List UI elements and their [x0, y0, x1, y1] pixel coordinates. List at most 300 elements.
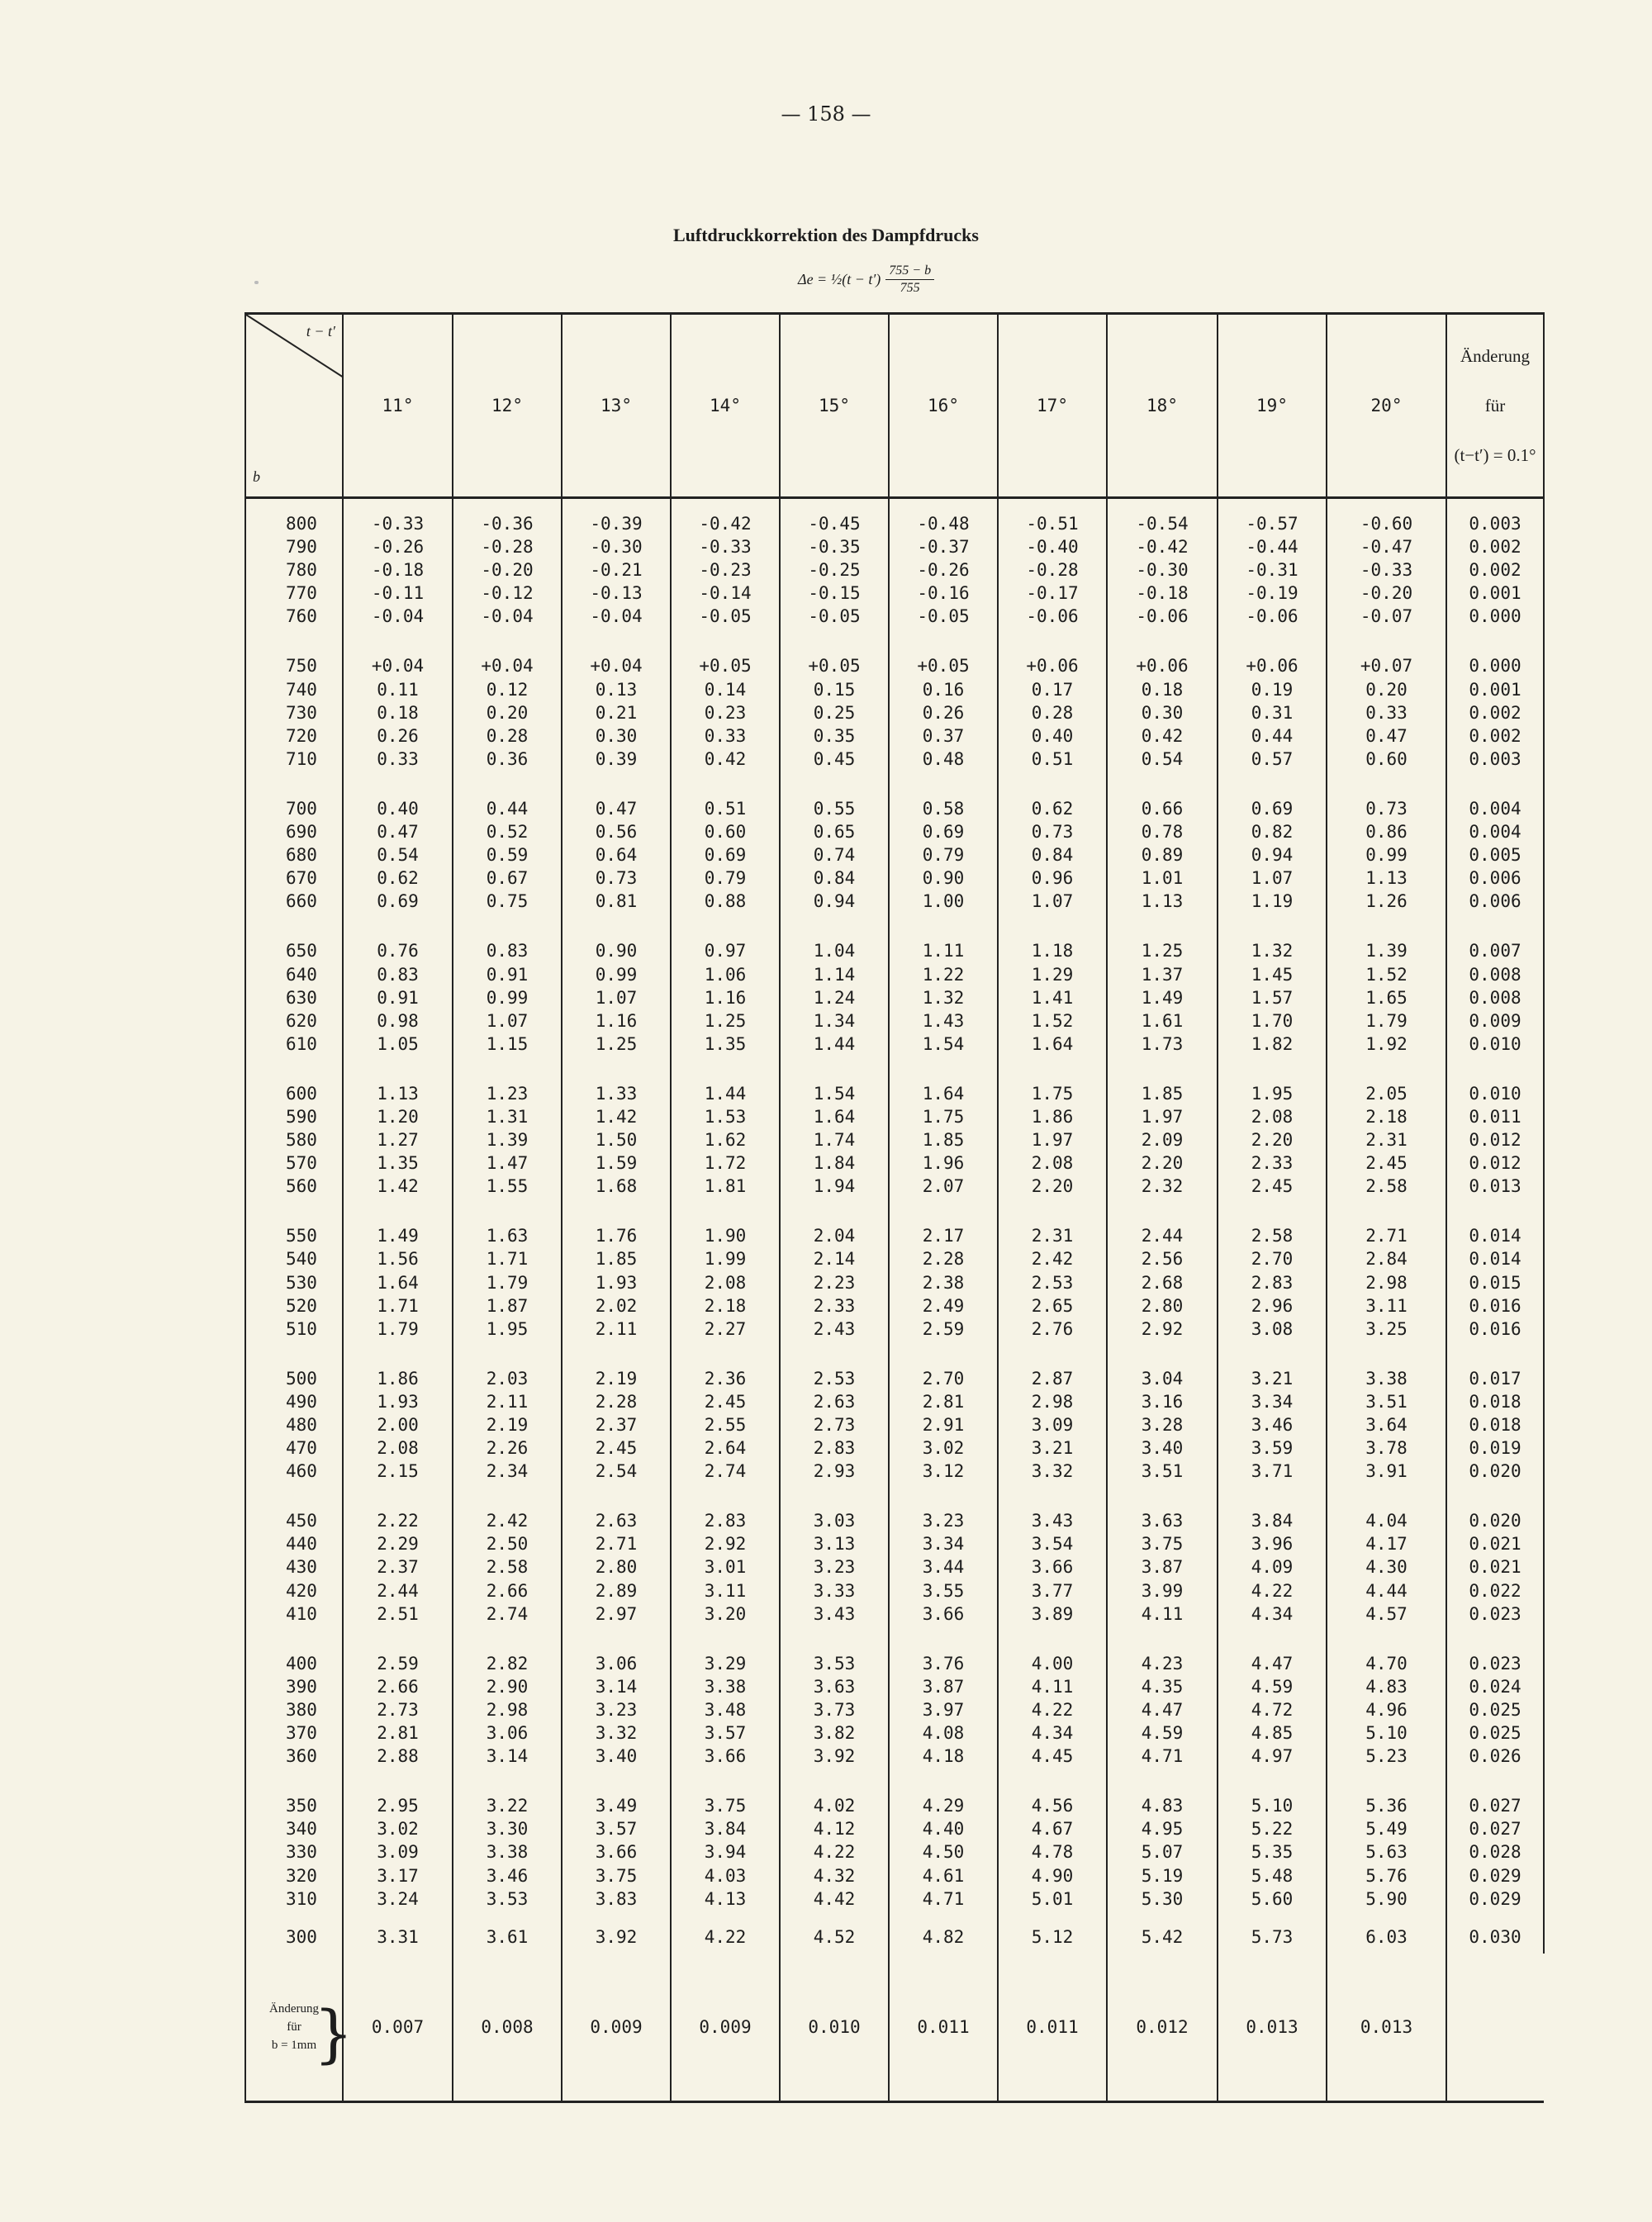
table-value: 2.54: [595, 1461, 638, 1482]
table-value: 1.64: [922, 1083, 965, 1104]
table-value: 1.44: [813, 1033, 856, 1054]
value-cell: [343, 926, 453, 1068]
table-value: 1.39: [1365, 941, 1408, 961]
table-value: 4.50: [922, 1842, 965, 1863]
table-value: 1.85: [595, 1249, 638, 1270]
value-cell: [998, 926, 1107, 1068]
table-value: -0.23: [699, 560, 752, 581]
b-cell: [245, 1211, 343, 1353]
table-value: 2.59: [922, 1318, 965, 1339]
table-value: 0.69: [704, 845, 747, 866]
value-cell: [1218, 1496, 1327, 1638]
table-value: 4.11: [1141, 1603, 1184, 1624]
table-value: 0.028: [1469, 1842, 1521, 1863]
value-cell: [889, 1069, 998, 1211]
b-value: 630: [286, 987, 317, 1008]
table-value: 2.92: [1141, 1318, 1184, 1339]
table-value: 0.98: [377, 1010, 419, 1031]
table-value: -0.26: [371, 537, 425, 558]
table-value: -0.04: [590, 606, 643, 627]
b-value: 720: [286, 725, 317, 746]
table-value: -0.35: [808, 537, 861, 558]
table-value: 1.76: [595, 1226, 638, 1246]
table-value: 3.03: [813, 1511, 856, 1531]
table-value: 3.46: [486, 1865, 529, 1886]
value-cell: [889, 1496, 998, 1638]
table-value: 1.95: [486, 1318, 529, 1339]
table-value: 3.96: [1251, 1534, 1294, 1555]
table-value: 4.17: [1365, 1534, 1408, 1555]
b-cell: [245, 641, 343, 783]
table-value: 1.59: [595, 1153, 638, 1174]
table-value: -0.36: [481, 514, 534, 534]
footer-row: [245, 1954, 1544, 2102]
table-value: 0.51: [1031, 748, 1074, 769]
value-cell: [1327, 1496, 1446, 1638]
table-value: 3.38: [486, 1842, 529, 1863]
value-cell: [1107, 1069, 1218, 1211]
table-value: 1.71: [486, 1249, 529, 1270]
table-value: 0.33: [1365, 702, 1408, 723]
table-value: 3.06: [595, 1653, 638, 1674]
table-value: 3.13: [813, 1534, 856, 1555]
table-value: 1.31: [486, 1106, 529, 1127]
value-cell: [780, 784, 889, 926]
table-value: 0.28: [1031, 702, 1074, 723]
table-value: 1.82: [1251, 1033, 1294, 1054]
table-value: 0.35: [813, 725, 856, 746]
table-value: 4.32: [813, 1865, 856, 1886]
value-cell: [453, 1781, 562, 1920]
table-value: 1.92: [1365, 1033, 1408, 1054]
table-value: 3.51: [1141, 1461, 1184, 1482]
table-value: 4.78: [1031, 1842, 1074, 1863]
table-value: 3.71: [1251, 1461, 1294, 1482]
value-cell: [671, 1354, 780, 1496]
value-cell: [1327, 498, 1446, 642]
table-value: 3.34: [1251, 1391, 1294, 1412]
table-value: 3.63: [1141, 1511, 1184, 1531]
table-value: 3.87: [1141, 1557, 1184, 1578]
value-cell: [780, 1069, 889, 1211]
b-value: 530: [286, 1272, 317, 1293]
table-value: 2.07: [922, 1176, 965, 1197]
table-value: 0.30: [595, 725, 638, 746]
table-value: 4.45: [1031, 1746, 1074, 1767]
table-value: 4.72: [1251, 1699, 1294, 1720]
value-cell: [1218, 926, 1327, 1068]
table-value: 2.81: [377, 1723, 419, 1744]
table-value: 1.79: [1365, 1010, 1408, 1031]
row-group: [245, 1639, 1544, 1781]
value-cell: [343, 641, 453, 783]
row-group: [245, 1496, 1544, 1638]
table-value: 2.22: [377, 1511, 419, 1531]
table-value: 4.30: [1365, 1557, 1408, 1578]
table-value: 2.51: [377, 1603, 419, 1624]
table-value: 3.76: [922, 1653, 965, 1674]
table-value: -0.45: [808, 514, 861, 534]
table-value: 3.09: [1031, 1415, 1074, 1435]
table-value: -0.33: [1360, 560, 1413, 581]
value-cell: [1107, 1639, 1218, 1781]
table-value: 0.025: [1469, 1723, 1521, 1744]
table-value: 0.016: [1469, 1295, 1521, 1316]
table-value: -0.28: [1026, 560, 1079, 581]
table-value: 0.84: [1031, 845, 1074, 866]
table-value: 3.40: [595, 1746, 638, 1767]
value-cell: [343, 1921, 453, 1954]
b-value: 750: [286, 656, 317, 677]
table-value: 4.00: [1031, 1653, 1074, 1674]
table-body: [245, 498, 1544, 1954]
table-value: 2.74: [486, 1603, 529, 1624]
table-value: 2.80: [595, 1557, 638, 1578]
table-value: 2.56: [1141, 1249, 1184, 1270]
table-value: 3.30: [486, 1819, 529, 1840]
b-value: 510: [286, 1318, 317, 1339]
value-cell: [780, 926, 889, 1068]
table-value: 1.86: [377, 1368, 419, 1389]
table-value: 2.98: [486, 1699, 529, 1720]
table-value: 2.15: [377, 1461, 419, 1482]
table-value: 3.11: [704, 1580, 747, 1601]
table-value: 1.70: [1251, 1010, 1294, 1031]
table-value: 1.86: [1031, 1106, 1074, 1127]
value-cell: [671, 641, 780, 783]
value-cell: [562, 1354, 671, 1496]
table-value: 3.09: [377, 1842, 419, 1863]
value-cell: [780, 1354, 889, 1496]
table-value: 3.43: [813, 1603, 856, 1624]
table-value: 4.71: [1141, 1746, 1184, 1767]
table-value: 3.94: [704, 1842, 747, 1863]
table-value: +0.04: [481, 656, 534, 677]
change-cell: [1446, 1211, 1544, 1353]
table-value: 0.57: [1251, 748, 1294, 769]
table-value: 4.85: [1251, 1723, 1294, 1744]
table-value: 1.71: [377, 1295, 419, 1316]
value-cell: [1107, 1354, 1218, 1496]
table-value: 0.94: [813, 891, 856, 912]
table-value: 0.44: [486, 798, 529, 819]
col-header: 16°: [889, 314, 998, 498]
table-value: 0.33: [377, 748, 419, 769]
value-cell: [889, 1211, 998, 1353]
value-cell: [1218, 1354, 1327, 1496]
change-header-line: für: [1484, 396, 1506, 415]
b-value: 320: [286, 1865, 317, 1886]
table-value: 0.90: [922, 868, 965, 889]
b-value: 480: [286, 1415, 317, 1435]
table-value: 0.010: [1469, 1033, 1521, 1054]
table-value: 4.40: [922, 1819, 965, 1840]
b-value: 680: [286, 845, 317, 866]
table-value: 0.40: [1031, 725, 1074, 746]
table-value: 1.20: [377, 1106, 419, 1127]
b-value: 730: [286, 702, 317, 723]
value-cell: [1218, 1069, 1327, 1211]
b-value: 330: [286, 1842, 317, 1863]
value-cell: [1107, 1781, 1218, 1920]
table-value: 1.16: [704, 987, 747, 1008]
table-value: 3.21: [1251, 1368, 1294, 1389]
table-value: 0.99: [1365, 845, 1408, 866]
table-value: 0.020: [1469, 1511, 1521, 1531]
table-value: -0.14: [699, 583, 752, 604]
value-cell: [889, 641, 998, 783]
table-value: 4.90: [1031, 1865, 1074, 1886]
table-value: 1.16: [595, 1010, 638, 1031]
footer-value: 0.012: [1107, 1954, 1218, 2102]
table-value: 1.81: [704, 1176, 747, 1197]
table-value: 3.92: [595, 1926, 638, 1947]
table-value: 0.94: [1251, 845, 1294, 866]
b-value: 370: [286, 1723, 317, 1744]
value-cell: [1107, 1211, 1218, 1353]
formula-fraction: [885, 263, 934, 297]
table-value: -0.07: [1360, 606, 1413, 627]
table-value: 1.94: [813, 1176, 856, 1197]
table-value: 1.84: [813, 1153, 856, 1174]
table-value: 0.82: [1251, 822, 1294, 843]
table-value: 3.92: [813, 1746, 856, 1767]
b-value: 380: [286, 1699, 317, 1720]
table-value: -0.13: [590, 583, 643, 604]
table-value: 3.12: [922, 1461, 965, 1482]
value-cell: [889, 1639, 998, 1781]
b-value: 700: [286, 798, 317, 819]
table-value: -0.54: [1136, 514, 1189, 534]
table-value: -0.21: [590, 560, 643, 581]
table-value: 0.65: [813, 822, 856, 843]
table-value: -0.42: [1136, 537, 1189, 558]
table-value: -0.51: [1026, 514, 1079, 534]
value-cell: [453, 1211, 562, 1353]
table-value: 3.40: [1141, 1438, 1184, 1459]
footer-value: 0.011: [998, 1954, 1107, 2102]
table-value: 2.73: [813, 1415, 856, 1435]
value-cell: [671, 784, 780, 926]
table-value: 2.91: [922, 1415, 965, 1435]
table-value: 0.027: [1469, 1796, 1521, 1816]
table-value: 5.36: [1365, 1796, 1408, 1816]
table-value: 0.28: [486, 725, 529, 746]
brace-glyph: }: [313, 1996, 354, 2070]
table-value: 4.57: [1365, 1603, 1408, 1624]
b-value: 650: [286, 941, 317, 961]
value-cell: [1218, 498, 1327, 642]
change-column-header: [1446, 314, 1544, 498]
b-value: 420: [286, 1580, 317, 1601]
table-value: 0.018: [1469, 1391, 1521, 1412]
table-value: 0.42: [704, 748, 747, 769]
table-value: 0.66: [1141, 798, 1184, 819]
table-value: 0.48: [922, 748, 965, 769]
value-cell: [453, 784, 562, 926]
table-value: 0.39: [595, 748, 638, 769]
table-value: 1.26: [1365, 891, 1408, 912]
table-value: 0.18: [377, 702, 419, 723]
value-cell: [562, 1211, 671, 1353]
table-value: 3.38: [1365, 1368, 1408, 1389]
table-value: 2.83: [1251, 1272, 1294, 1293]
table-value: 2.20: [1031, 1176, 1074, 1197]
table-value: 1.97: [1031, 1130, 1074, 1151]
table-value: 1.33: [595, 1083, 638, 1104]
table-value: -0.25: [808, 560, 861, 581]
table-value: 2.89: [595, 1580, 638, 1601]
b-value: 430: [286, 1557, 317, 1578]
value-cell: [343, 498, 453, 642]
table-value: 2.33: [813, 1295, 856, 1316]
table-value: 2.32: [1141, 1176, 1184, 1197]
value-cell: [998, 1781, 1107, 1920]
table-value: 2.70: [1251, 1249, 1294, 1270]
table-value: 0.020: [1469, 1461, 1521, 1482]
value-cell: [453, 1069, 562, 1211]
row-group: [245, 1781, 1544, 1920]
table-value: 2.98: [1365, 1272, 1408, 1293]
value-cell: [1327, 784, 1446, 926]
table-value: 3.77: [1031, 1580, 1074, 1601]
value-cell: [780, 1496, 889, 1638]
table-value: 0.56: [595, 822, 638, 843]
value-cell: [562, 1069, 671, 1211]
table-value: 3.66: [1031, 1557, 1074, 1578]
table-value: 0.002: [1469, 560, 1521, 581]
table-value: 5.90: [1365, 1888, 1408, 1909]
table-value: 2.33: [1251, 1153, 1294, 1174]
table-value: 0.54: [1141, 748, 1184, 769]
table-value: -0.30: [1136, 560, 1189, 581]
value-cell: [889, 498, 998, 642]
value-cell: [889, 926, 998, 1068]
table-value: 3.73: [813, 1699, 856, 1720]
b-value: 690: [286, 822, 317, 843]
table-value: 3.91: [1365, 1461, 1408, 1482]
value-cell: [998, 1496, 1107, 1638]
table-value: 0.23: [704, 702, 747, 723]
table-value: 0.027: [1469, 1819, 1521, 1840]
b-value: 760: [286, 606, 317, 627]
table-value: 1.74: [813, 1130, 856, 1151]
table-value: 0.69: [922, 822, 965, 843]
table-value: 2.42: [486, 1511, 529, 1531]
table-value: 2.37: [595, 1415, 638, 1435]
table-value: 3.22: [486, 1796, 529, 1816]
table-value: 0.55: [813, 798, 856, 819]
table-value: 0.44: [1251, 725, 1294, 746]
table-value: 2.31: [1031, 1226, 1074, 1246]
table-value: 0.36: [486, 748, 529, 769]
table-value: 3.84: [704, 1819, 747, 1840]
table-value: 3.75: [1141, 1534, 1184, 1555]
table-value: 2.28: [595, 1391, 638, 1412]
table-value: 2.45: [704, 1391, 747, 1412]
table-value: 1.44: [704, 1083, 747, 1104]
table-value: 1.45: [1251, 964, 1294, 985]
table-value: 2.53: [1031, 1272, 1074, 1293]
table-value: 2.65: [1031, 1295, 1074, 1316]
table-value: 0.81: [595, 891, 638, 912]
b-cell: [245, 1354, 343, 1496]
table-value: 0.014: [1469, 1249, 1521, 1270]
table-value: -0.60: [1360, 514, 1413, 534]
table-value: 1.25: [1141, 941, 1184, 961]
value-cell: [343, 1354, 453, 1496]
table-value: 4.83: [1141, 1796, 1184, 1816]
table-value: 3.78: [1365, 1438, 1408, 1459]
value-cell: [671, 1211, 780, 1353]
b-value: 560: [286, 1176, 317, 1197]
table-value: -0.28: [481, 537, 534, 558]
value-cell: [453, 1921, 562, 1954]
table-value: 0.99: [486, 987, 529, 1008]
table-value: 1.14: [813, 964, 856, 985]
table-value: 4.22: [813, 1842, 856, 1863]
table-value: 2.80: [1141, 1295, 1184, 1316]
table-value: -0.33: [371, 514, 425, 534]
table-value: 3.04: [1141, 1368, 1184, 1389]
table-value: 0.76: [377, 941, 419, 961]
table-value: 0.13: [595, 679, 638, 700]
value-cell: [780, 1639, 889, 1781]
table-value: 2.55: [704, 1415, 747, 1435]
scan-mark: [254, 281, 259, 284]
table-value: 2.97: [595, 1603, 638, 1624]
table-value: -0.20: [481, 560, 534, 581]
value-cell: [343, 784, 453, 926]
table-value: 4.95: [1141, 1819, 1184, 1840]
value-cell: [1327, 1354, 1446, 1496]
table-value: +0.04: [371, 656, 425, 677]
b-value: 450: [286, 1511, 317, 1531]
table-value: 4.03: [704, 1865, 747, 1886]
table-value: 5.10: [1365, 1723, 1408, 1744]
table-value: 1.95: [1251, 1083, 1294, 1104]
table-value: 2.03: [486, 1368, 529, 1389]
table-value: 2.63: [813, 1391, 856, 1412]
table-value: 0.15: [813, 679, 856, 700]
table-value: 0.52: [486, 822, 529, 843]
table-value: 0.83: [377, 964, 419, 985]
table-value: 2.76: [1031, 1318, 1074, 1339]
table-value: 1.07: [595, 987, 638, 1008]
table-value: 1.13: [377, 1083, 419, 1104]
table-value: 0.20: [1365, 679, 1408, 700]
table-value: 1.57: [1251, 987, 1294, 1008]
table-value: 0.78: [1141, 822, 1184, 843]
table-value: 0.30: [1141, 702, 1184, 723]
table-value: 3.46: [1251, 1415, 1294, 1435]
value-cell: [562, 926, 671, 1068]
footer-label-line: für: [287, 2020, 301, 2034]
table-value: 3.16: [1141, 1391, 1184, 1412]
table-value: 1.18: [1031, 941, 1074, 961]
value-cell: [998, 1921, 1107, 1954]
table-value: -0.20: [1360, 583, 1413, 604]
table-value: 1.85: [922, 1130, 965, 1151]
table-value: 0.59: [486, 845, 529, 866]
table-value: 4.22: [1251, 1580, 1294, 1601]
table-value: 4.12: [813, 1819, 856, 1840]
table-value: 4.22: [1031, 1699, 1074, 1720]
table-value: -0.04: [371, 606, 425, 627]
table-value: 0.021: [1469, 1534, 1521, 1555]
table-value: 1.37: [1141, 964, 1184, 985]
table-value: 4.70: [1365, 1653, 1408, 1674]
